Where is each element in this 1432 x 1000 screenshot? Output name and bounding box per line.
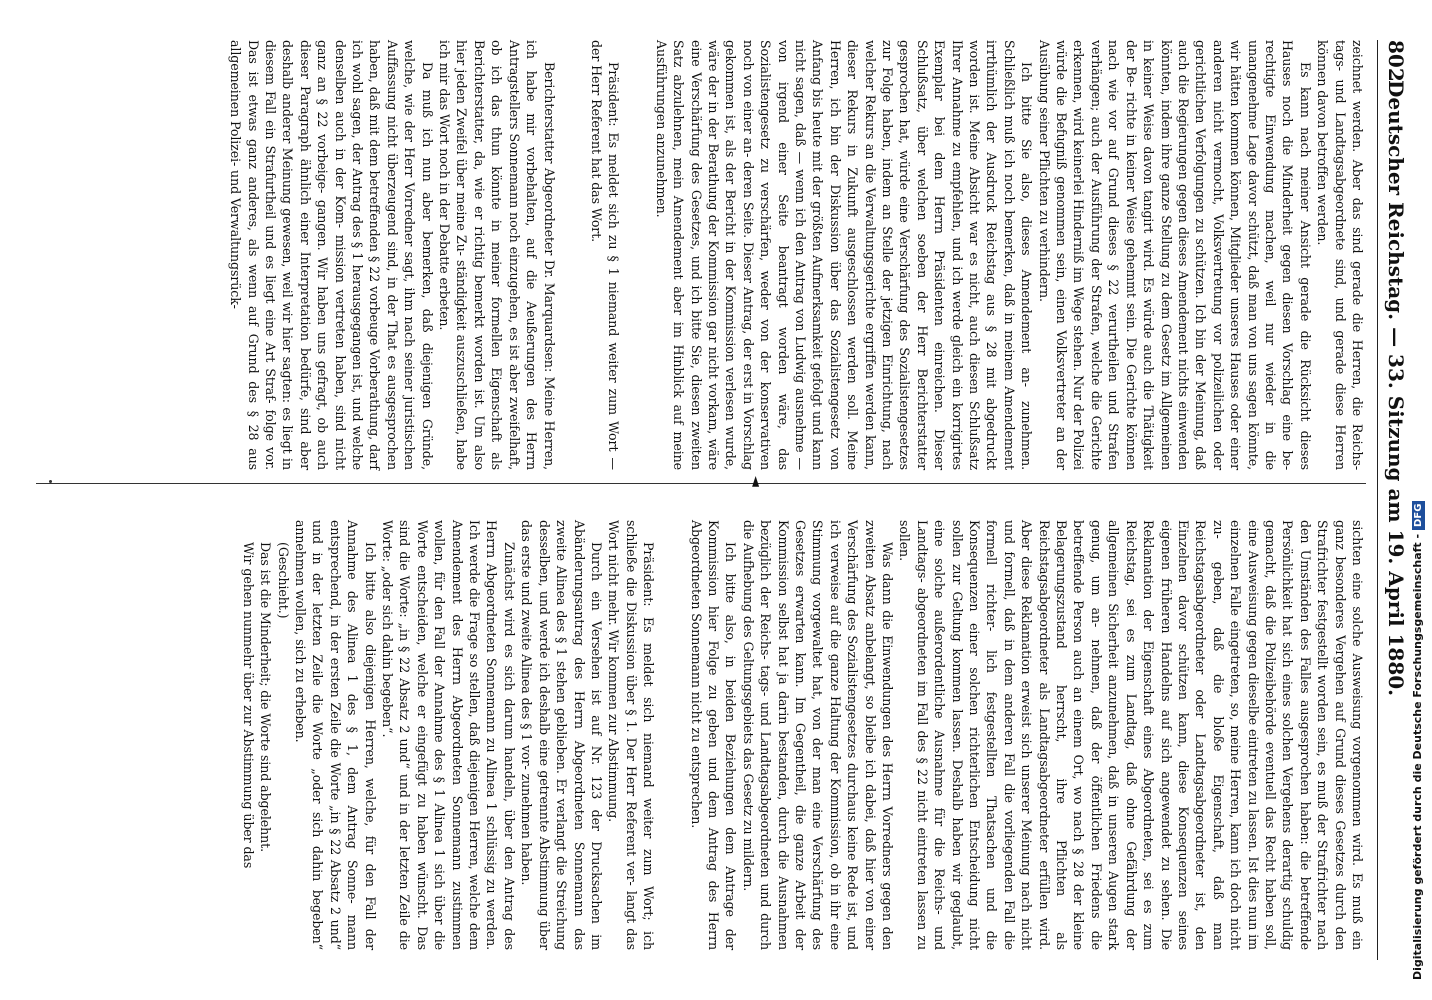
paragraph-gap xyxy=(558,40,588,470)
page-number: 802 xyxy=(1384,40,1408,82)
digitization-credit xyxy=(1411,20,1425,980)
dfg-logo: DFG xyxy=(1412,501,1425,530)
page-header xyxy=(1377,40,1414,960)
paragraph-gap xyxy=(657,520,687,950)
paragraph: Ich bitte also, in beiden Beziehungen dem Antrage der Kommission hier Folge zu geben und dem Antrag des Herrn Abgeordneten Sonnemann nicht zu entsprechen. xyxy=(688,520,739,950)
column-divider xyxy=(36,483,1366,484)
paragraph: zeichnet werden. Aber das sind gerade die Herren, die Reichs- tags- und Landtagsabgeordnete sind, und gerade diese Herren können davon betroffen werden. xyxy=(1315,40,1365,470)
running-title: Deutscher Reichstag. — 33. Sitzung am 19. April 1880. xyxy=(1384,80,1408,697)
paragraph: Wir gehen nunmehr über zur Abstimmung über das xyxy=(240,542,256,869)
margin-arrow-icon: ◄ xyxy=(748,476,764,487)
paragraph: Ich bitte Sie also, dieses Amendement an- zunehmen. Schließlich muß ich noch bemerken, daß in meinem Amendement irrthümlich der Ausdruck Reichstag aus § 28 mit abgedruckt worden ist. Meine Absicht war es nicht, auch diesen Schlußsatz Ihrer Annahme zu empfehlen, und ich werde gleich ein korrigirtes Exemplar bei dem Herrn Präsidenten einreichen. Dieser Schlußsatz, über welchen soeben der Herr Berichterstatter gesprochen hat, würde eine Verschärfung des Sozialistengesetzes zur Folge haben, indem an Stelle der jetzigen Einrichtung, nach welcher Rekurs an die Verwaltungsgerichte ergriffen werden kann, dieser Rekurs in Zukunft ausgeschlossen werden soll. Meine Herren, ich bin der Diskussion über das Sozialistengesetz von Anfang bis heute mit der größten Aufmerksamkeit gefolgt und kann nicht sagen, daß — wenn ich den Antrag von Ludwig ausnehme — von irgend einer Seite beantragt worden wäre, das Sozialistengesetz zu verschärfen, weder von der konservativen noch von einer an- deren Seite. Dieser Antrag, der erst in Vorschlag gekommen ist, als der Bericht in der Kommission verlesen wurde, wäre der in der Berathung der Kommission gar nicht vorkam, wäre eine Verschärfung des Gesetzes, und ich bitte Sie, diesen zweiten Satz abzulehnen, mein Amendement aber im Hinblick auf meine Ausführungen anzunehmen. xyxy=(653,40,1035,470)
page-speck xyxy=(49,480,52,483)
paragraph: Präsident: Es meldet sich niemand weiter zum Wort; ich schließe die Diskussion über § 1. Der Herr Referent ver- langt das Wort nicht mehr. Wir kommen zur Abstimmung. xyxy=(606,520,657,950)
paragraph: Zunächst wird es sich darum handeln, über den Antrag des Herrn Abgeordneten Sonnemann zu Alinea 1 schlüssig zu werden. Ich werde die Frage so stellen, daß diejenigen Herren, welche dem Amendement des Herrn Abgeordneten Sonnemann zustimmen wollen, für den Fall der Annahme des § 1 Alinea 1 sich über die Worte entscheiden, welche er eingefügt zu haben wünscht. Das sind die Worte: „in § 22 Absatz 2 und“ und in der letzten Zeile die Worte: „oder sich dahin begeben“. xyxy=(380,520,517,950)
text-column-left xyxy=(227,40,1366,470)
paragraph: Es kann nach meiner Ansicht gerade die Rücksicht dieses Hauses noch die Minderheit gegen diesen Vorschlag eine be- rechtigte Einwendung machen, weil nur wieder in die unangenehme Lage davor schützt, daß man von uns sagen könnte, wir hätten kommen können, Mitglieder unseres Hauses oder einer anderen nicht vermocht, Volksvertretung vor polizeilichen oder gerichtlichen Verfolgungen zu schützen. Ich bin der Meinung, daß auch die Regierungen gegen dieses Amendement nichts einwenden könnten, indem ihre ganze Stellung zu dem Gesetz im Allgemeinen in keiner Weise davon tangirt wird. Es würde auch die Thätigkeit der Be- richte in keiner Weise gehemmt sein. Die Gerichte können nach wie vor auf Grund dieses § 22 verurtheilen und Strafen verhängen; auch der Ausführung der Strafen, welche die Gerichte erkennen, wird keinerlei Hinderniß im Wege stehen. Nur der Polizei würde die Befugniß genommen sein, einen Volksvertreter an der Ausübung seiner Pflichten zu verhindern. xyxy=(1036,40,1313,470)
paragraph: Präsident: Es meldet sich zu § 1 niemand weiter zum Wort — der Herr Referent hat das Wort. xyxy=(588,40,622,470)
paragraph: Durch ein Versehen ist auf Nr. 123 der Drucksachen im Abänderungsantrag des Herrn Abgeordneten Sonnemann das zweite Alinea des § 1 stehen geblieben. Er verlangt die Streichung desselben, und werde ich deshalb eine getrennte Abstimmung über das erste und zweite Alinea des § 1 vor- zunehmen haben. xyxy=(519,520,604,950)
paragraph: Das ist die Minderheit; die Worte sind abgelehnt. xyxy=(258,542,274,853)
credit-text: Digitalisierung gefördert durch die Deutsche Forschungsgemeinschaft - xyxy=(1411,533,1424,980)
paragraph: Was dann die Einwendungen des Herrn Vorredners gegen den zweiten Absatz anbelangt, so bleibe ich dabei, daß hier von einer Verschärfung des Sozialistengesetzes durchaus keine Rede ist, und ich verweise auf die ganze Haltung der Kommission, ob in ihr eine Stimmung vorgewaltet hat, von der man eine Verschärfung des Gesetzes erwarten kann. Im Gegentheil, die ganze Arbeit der Kommission selbst hat ja darin bestanden, durch die Ausnahmen bezüglich der Reichs- tags- und Landtagsabgeordneten und durch die Aufhebung des Geltungsgebiets das Gesetz zu mildern. xyxy=(740,520,896,950)
paragraph: Berichterstatter Abgeordneter Dr. Marquardsen: Meine Herren, ich habe mir vorbehalten, auf die Aeußerungen des Herrn Antragstellers Sonnemann noch einzugehen, es ist aber zweifelhaft, ob ich das thun könnte in meiner formellen Eigenschaft als Berichterstatter, da, wie er richtig bemerkt worden ist. Um also hier jeden Zweifel über meine Zu- ständigkeit auszuschließen, habe ich mir das Wort noch in der Debatte erbeten. xyxy=(437,40,557,470)
paragraph: sichten eine solche Ausweisung vorgenommen wird. Es muß ein ganz besonderes Vergehen auf Grund dieses Gesetzes durch den Strafrichter festgestellt worden sein, es muß der Strafrichter nach den Umständen des Falles ausgesprochen haben: die betreffende Persönlichkeit hat sich eines solchen Vergehens derartig schuldig gemacht, daß die Polizeibehörde eventuell das Recht haben soll, eine Ausweisung gegen dieselbe eintreten zu lassen. Ist dies nun im einzelnen Falle eingetreten, so, meine Herren, kann ich doch nicht zu- geben, daß die bloße Eigenschaft, daß man Reichstagsabgeordneter oder Landtagsabgeordneter ist, den Einzelnen davor schützen kann, diese Konsequenzen seines eigenen früheren Handelns auf sich angewendet zu sehen. Die Reklamation der Eigenschaft eines Abgeordneten, sei es zum Reichstag, sei es zum Landtag, daß ohne Gefährdung der allgemeinen Sicherheit anzunehmen, daß in unseren Augen stark genug, um an- nehmen, daß der öffentlichen Friedens die betreffende Person auch an einem Ort, wo nach § 28 der kleine Belagerungszustand herrscht, ihre Pflichten als Reichstagsabgeordneter als Landtagsabgeordneter erfüllen wird. Aber diese Reklamation erweist sich unserer Meinung nach nicht und formell, daß in dem anderen Fall die vorliegenden Fall die formell richter- lich festgestellten Thatsachen und die Konsequenzen einer solchen richterlichen Entscheidung nicht sollen zur Geltung kommen lassen. Deshalb haben wir geglaubt, eine solche außerordentliche Ausnahme für die Reichs- und Landtags- abgeordneten im Fall des § 22 nicht eintreten lassen zu sollen. xyxy=(897,520,1365,950)
paragraph-gap xyxy=(622,40,652,470)
paragraph: Ich bitte also diejenigen Herren, welche, für den Fall der Annahme des Alinea 1 des § 1, dem Antrag Sonne- mann entsprechend, in der ersten Zeile die Worte „in § 22 Absatz 2 und“ und in der letzten Zeile die Worte „oder sich dahin begeben“ annehmen wollen, sich zu erheben. xyxy=(293,520,378,950)
paragraph: Da muß ich nun aber bemerken, daß diejenigen Gründe, welche, wie der Herr Vorredner sagt, ihm nach seiner juristischen Auffassung nicht überzeugend sind, in der That es ausgesprochen haben, daß mit dem betreffenden § 22 vorbeuge Vorberathung, darf ich wohl sagen, der Antrag des § 1 herausgegangen ist, und welche denselben auch in der Kom- mission vertreten haben, sind nicht ganz an § 22 vorbeige- gangen. Wir haben uns gefragt, ob auch dieser Paragraph ähnlich einer Interpretation bedürfe, sind aber deshalb anderer Meinung gewesen, weil wir hier sagten: es liegt in diesem Fall ein Strafurtheil und es liegt eine Art Straf- folge vor. Das ist etwas ganz anderes, als wenn auf Grund des § 28 aus allgemeinen Polizei- und Verwaltungsrück- xyxy=(228,40,435,470)
text-column-right xyxy=(239,520,1366,950)
paragraph: (Geschieht.) xyxy=(275,542,291,619)
